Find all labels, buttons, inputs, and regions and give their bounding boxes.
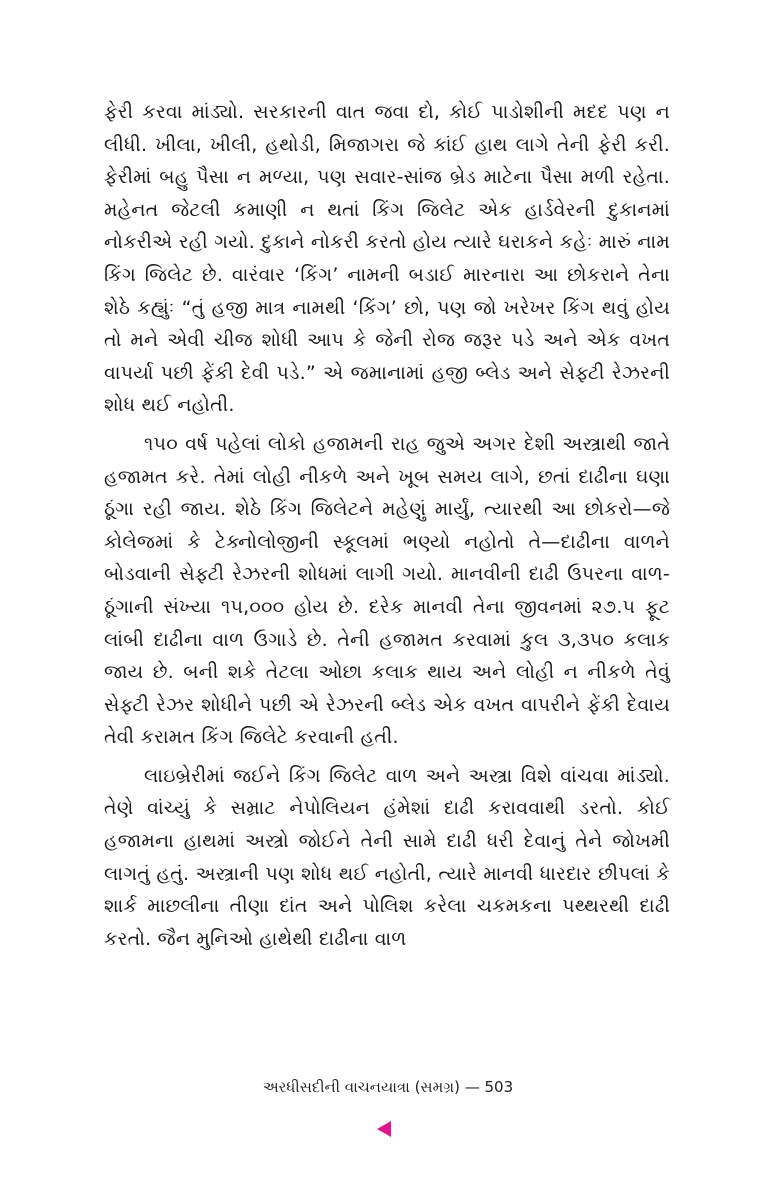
paragraph-1: ફેરી કરવા માંડ્યો. સરકારની વાત જવા દો, કોઈ પાડોશીની મદદ પણ ન લીધી. ખીલા, ખીલી, હથોડી, મિજાગરા જે કાંઈ હાથ લાગે તેની ફેરી કરી. ફેરીમાં બહુ પૈસા ન મળ્યા, પણ સવાર-સાંજ બ્રેડ માટેના પૈસા મળી રહેતા. મહેનત જેટલી કમાણી ન થતાં કિંગ જિલેટ એક હાર્ડવેરની દુકાનમાં નોકરીએ રહી ગયો. દુકાને નોકરી કરતો હોય ત્યારે ઘરાકને કહેઃ મારું નામ કિંગ જિલેટ છે. વારંવાર ‘કિંગ’ નામની બડાઈ મારનારા આ છોકરાને તેના શેઠે કહ્યુંઃ “તું હજી માત્ર નામથી ‘કિંગ’ છો, પણ જો ખરેખર કિંગ થવું હોય તો મને એવી ચીજ શોધી આપ કે જેની રોજ જરૂર પડે અને એક વખત વાપર્યા પછી ફેંકી દેવી પડે.” એ જમાનામાં હજી બ્લેડ અને સેફ્ટી રેઝરની શોધ થઈ નહોતી. [104, 101, 670, 417]
page-footer: અરધીસદીની વાચનયાત્રા (સમગ્ર) — 503 [262, 1078, 514, 1096]
page-body [104, 96, 670, 961]
paragraph-2: ૧૫૦ વર્ષ પહેલાં લોકો હજામની રાહ જુએ અગર દેશી અસ્ત્રાથી જાતે હજામત કરે. તેમાં લોહી નીકળે અને ખૂબ સમય લાગે, છતાં દાઢીના ઘણા ઠૂંગા રહી જાય. શેઠે કિંગ જિલેટને મહેણું માર્યું, ત્યારથી આ છોકરો—જે કોલેજમાં કે ટેક્નોલોજીની સ્કૂલમાં ભણ્યો નહોતો તે—દાઢીના વાળને બોડવાની સેફ્ટી રેઝરની શોધમાં લાગી ગયો. માનવીની દાઢી ઉપરના વાળ-ઠૂંગાની સંખ્યા ૧૫,૦૦૦ હોય છે. દરેક માનવી તેના જીવનમાં ૨૭.૫ ફૂટ લાંબી દાઢીના વાળ ઉગાડે છે. તેની હજામત કરવામાં કુલ ૩,૩૫૦ કલાક જાય છે. બની શકે તેટલા ઓછા કલાક થાય અને લોહી ન નીકળે તેવું સેફ્ટી રેઝર શોધીને પછી એ રેઝરની બ્લેડ એક વખત વાપરીને ફેંકી દેવાય તેવી કરામત કિંગ જિલેટે કરવાની હતી. [104, 432, 670, 749]
previous-page-arrow-icon[interactable] [377, 1121, 391, 1137]
paragraph-3: લાઇબ્રેરીમાં જઈને કિંગ જિલેટ વાળ અને અસ્ત્રા વિશે વાંચવા માંડ્યો. તેણે વાંચ્યું કે સમ્રાટ નેપોલિયન હંમેશાં દાઢી કરાવવાથી ડરતો. કોઈ હજામના હાથમાં અસ્ત્રો જોઈને તેની સામે દાઢી ધરી દેવાનું તેને જોખમી લાગતું હતું. અસ્ત્રાની પણ શોધ થઈ નહોતી, ત્યારે માનવી ધારદાર છીપલાં કે શાર્ક માછલીના તીણા દાંત અને પોલિશ કરેલા ચકમકના પથ્થરથી દાઢી કરતો. જૈન મુનિઓ હાથેથી દાઢીના વાળ [104, 764, 670, 950]
